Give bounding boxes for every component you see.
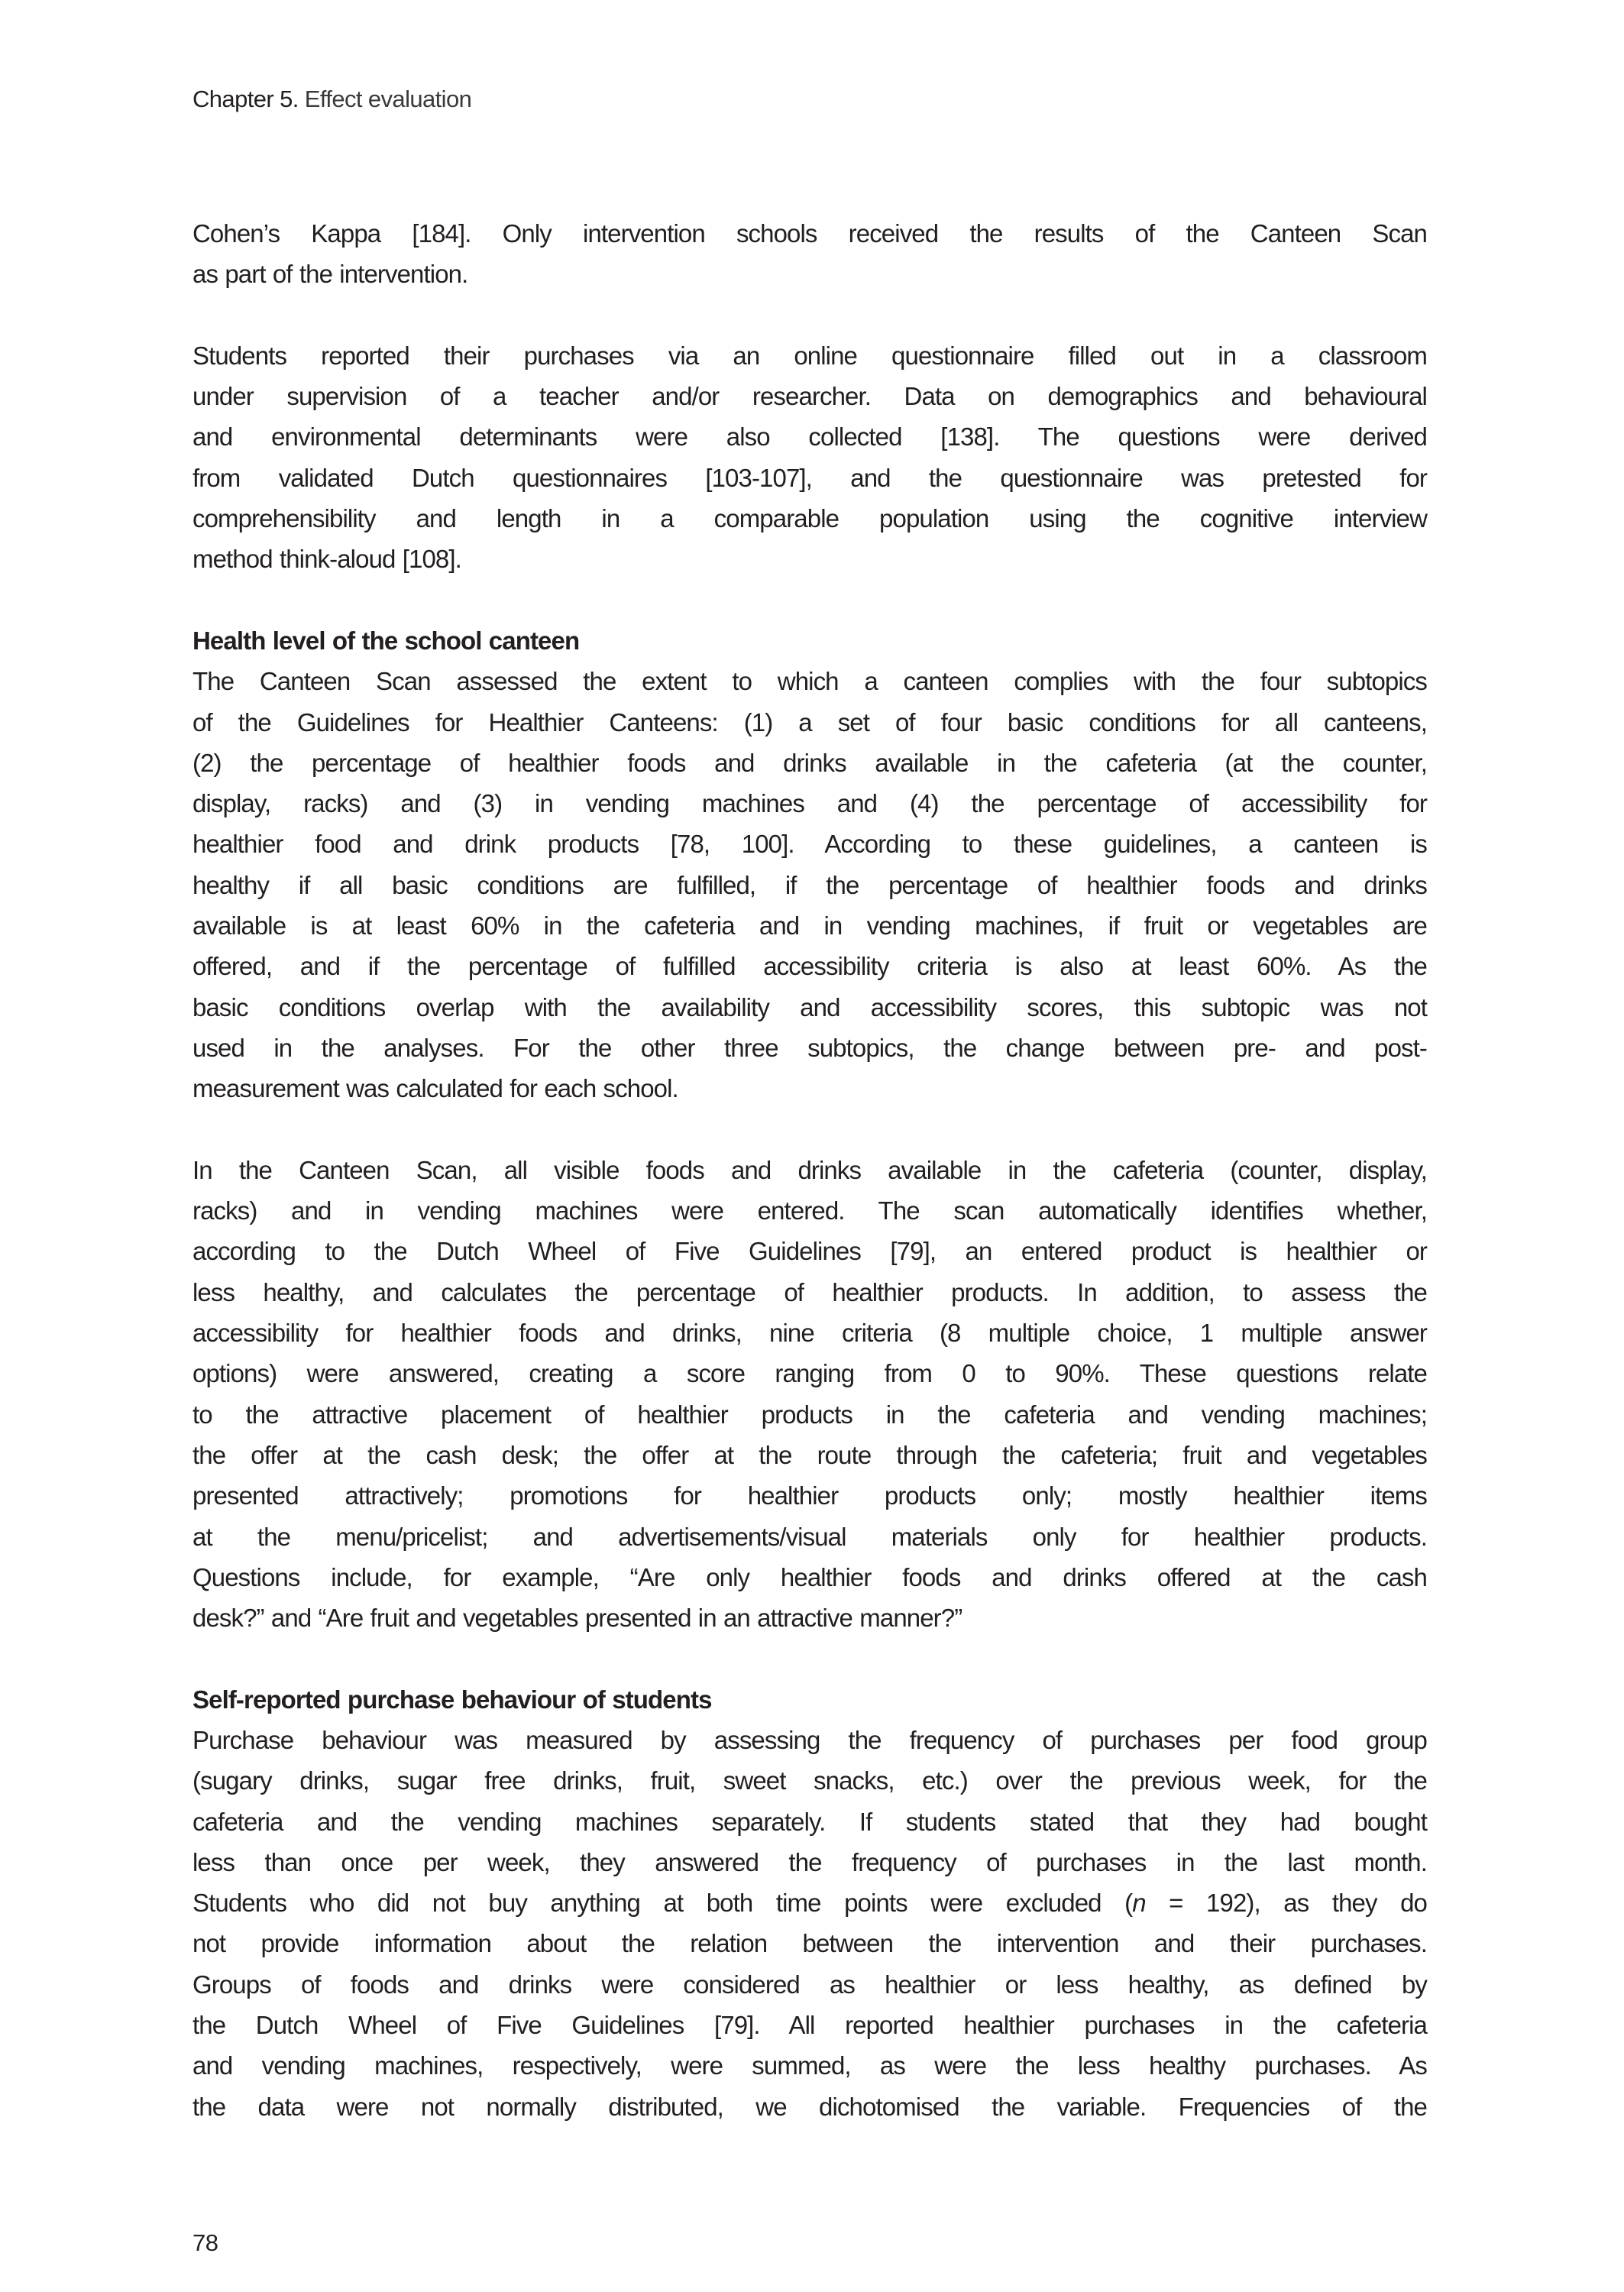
text-line: Students reported their purchases via an online questionnaire filled out in a classroom xyxy=(192,341,1427,370)
text-line: the data were not normally distributed, we dichotomised the variable. Frequencies of the xyxy=(192,2092,1427,2121)
paragraph-spacer xyxy=(192,1109,1427,1150)
text-line: options) were answered, creating a score ranging from 0 to 90%. These questions relate xyxy=(192,1359,1427,1388)
text-line: of the Guidelines for Healthier Canteens: (1) a set of four basic conditions for all canteens, xyxy=(192,707,1427,736)
text-line: offered, and if the percentage of fulfilled accessibility criteria is also at least 60%. As the xyxy=(192,952,1427,981)
text-line: used in the analyses. For the other three subtopics, the change between pre- and post- xyxy=(192,1033,1427,1062)
text-line: desk?” and “Are fruit and vegetables presented in an attractive manner?” xyxy=(192,1604,962,1633)
text-line: Questions include, for example, “Are only healthier foods and drinks offered at the cash xyxy=(192,1562,1427,1591)
paragraph-spacer xyxy=(192,1638,1427,1679)
text-line: basic conditions overlap with the availability and accessibility scores, this subtopic was not xyxy=(192,992,1427,1021)
text-line xyxy=(192,1882,1427,1923)
chapter-title: Effect evaluation xyxy=(304,86,472,112)
text-line: measurement was calculated for each school. xyxy=(192,1074,678,1103)
body-text xyxy=(192,213,1427,2127)
text-line: The Canteen Scan assessed the extent to which a canteen complies with the four subtopics xyxy=(192,667,1427,696)
text-line: the Dutch Wheel of Five Guidelines [79]. All reported healthier purchases in the cafeteria xyxy=(192,2011,1427,2040)
text-line: and environmental determinants were also collected [138]. The questions were derived xyxy=(192,422,1427,452)
text-line: to the attractive placement of healthier products in the cafeteria and vending machines; xyxy=(192,1400,1427,1429)
text-line: In the Canteen Scan, all visible foods and drinks available in the cafeteria (counter, display, xyxy=(192,1155,1427,1184)
text-line: method think-aloud [108]. xyxy=(192,545,461,574)
paragraph-spacer xyxy=(192,580,1427,620)
running-header xyxy=(192,86,471,113)
page-number: 78 xyxy=(192,2229,218,2256)
text-line: according to the Dutch Wheel of Five Guidelines [79], an entered product is healthier or xyxy=(192,1237,1427,1266)
chapter-number: Chapter 5. xyxy=(192,86,299,112)
text-line: comprehensibility and length in a comparable population using the cognitive interview xyxy=(192,504,1427,533)
section-heading: Self-reported purchase behaviour of students xyxy=(192,1685,712,1714)
italic-variable: n xyxy=(1132,1889,1146,1918)
text-line: from validated Dutch questionnaires [103-107], and the questionnaire was pretested for xyxy=(192,463,1427,492)
text-line: Purchase behaviour was measured by assessing the frequency of purchases per food group xyxy=(192,1725,1427,1754)
text-line: (2) the percentage of healthier foods and drinks available in the cafeteria (at the counter, xyxy=(192,748,1427,777)
text-line: the offer at the cash desk; the offer at the route through the cafeteria; fruit and vegetables xyxy=(192,1440,1427,1469)
text-line: and vending machines, respectively, were summed, as were the less healthy purchases. As xyxy=(192,2051,1427,2080)
text-line: racks) and in vending machines were entered. The scan automatically identifies whether, xyxy=(192,1196,1427,1225)
text-line: as part of the intervention. xyxy=(192,260,468,289)
text-line: Groups of foods and drinks were considered as healthier or less healthy, as defined by xyxy=(192,1970,1427,1999)
text-line: healthier food and drink products [78, 100]. According to these guidelines, a canteen is xyxy=(192,830,1427,859)
text-line: less healthy, and calculates the percentage of healthier products. In addition, to assess the xyxy=(192,1277,1427,1306)
text-segment: Students who did not buy anything at both time points were excluded ( xyxy=(192,1889,1133,1918)
text-line: at the menu/pricelist; and advertisements/visual materials only for healthier products. xyxy=(192,1522,1427,1551)
text-line: under supervision of a teacher and/or researcher. Data on demographics and behavioural xyxy=(192,382,1427,411)
text-line: not provide information about the relation between the intervention and their purchases. xyxy=(192,1929,1427,1958)
text-line: (sugary drinks, sugar free drinks, fruit, sweet snacks, etc.) over the previous week, for the xyxy=(192,1766,1427,1795)
paragraph-spacer xyxy=(192,295,1427,335)
text-line: available is at least 60% in the cafeteria and in vending machines, if fruit or vegetables are xyxy=(192,911,1427,940)
text-line: accessibility for healthier foods and drinks, nine criteria (8 multiple choice, 1 multiple answer xyxy=(192,1319,1427,1348)
text-line: cafeteria and the vending machines separately. If students stated that they had bought xyxy=(192,1807,1427,1836)
text-line: Cohen’s Kappa [184]. Only intervention schools received the results of the Canteen Scan xyxy=(192,219,1427,248)
text-segment: = 192), as they do xyxy=(1145,1889,1427,1918)
section-heading: Health level of the school canteen xyxy=(192,626,580,655)
text-line: healthy if all basic conditions are fulfilled, if the percentage of healthier foods and drinks xyxy=(192,870,1427,899)
text-line: less than once per week, they answered the frequency of purchases in the last month. xyxy=(192,1847,1427,1876)
text-line: display, racks) and (3) in vending machines and (4) the percentage of accessibility for xyxy=(192,789,1427,818)
text-line: presented attractively; promotions for healthier products only; mostly healthier items xyxy=(192,1481,1427,1510)
